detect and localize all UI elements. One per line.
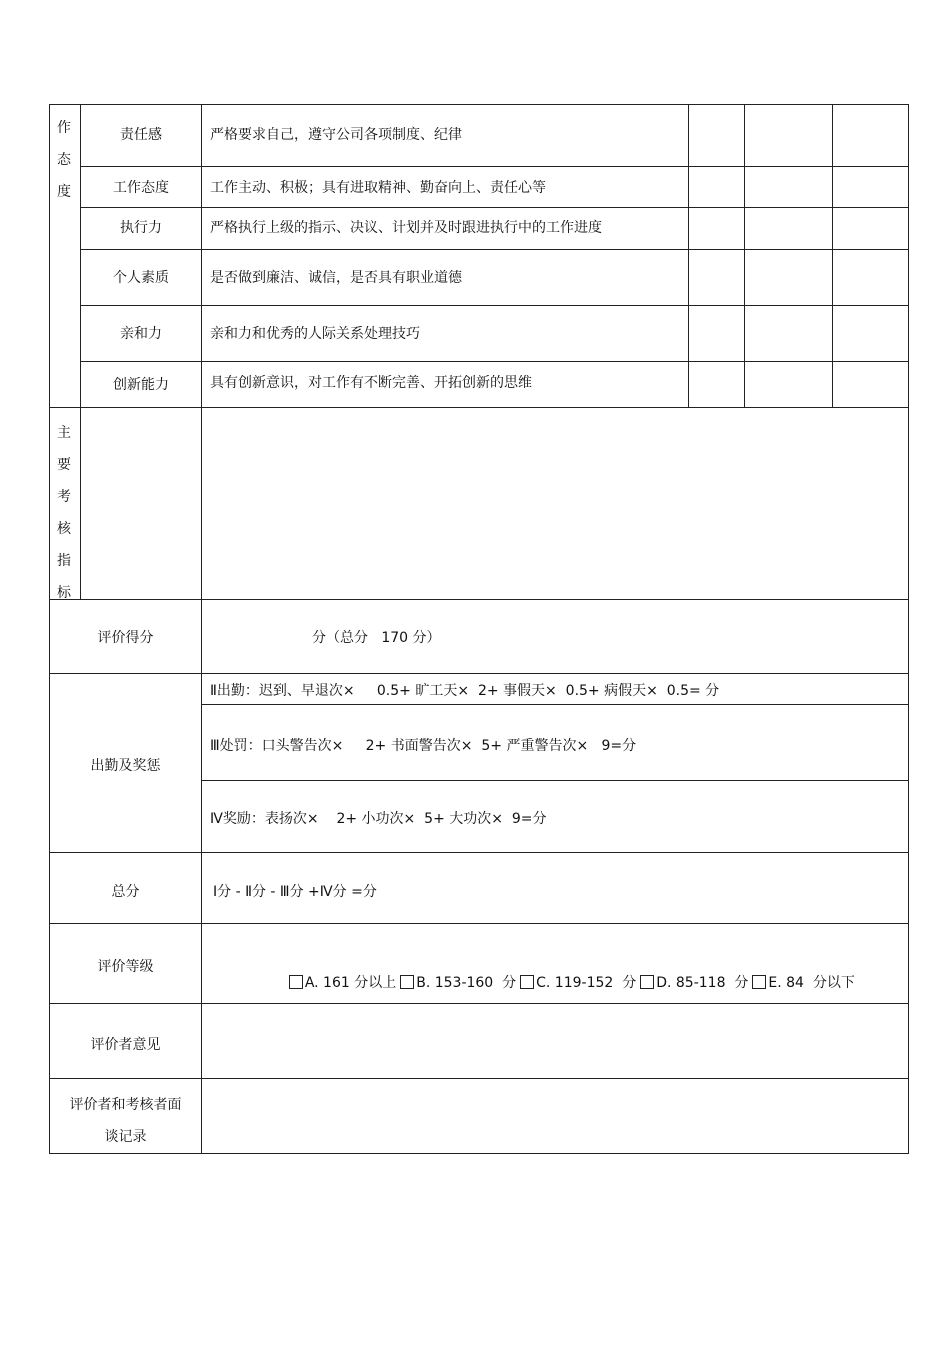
grade-option-d[interactable]: D. 85-118 分: [640, 975, 748, 991]
row-divider: [49, 1078, 909, 1079]
row-divider: [80, 305, 909, 306]
item-description: 工作主动、积极；具有进取精神、勤奋向上、责任心等: [210, 180, 546, 196]
table-border-bottom: [49, 1153, 909, 1154]
row-divider: [201, 704, 909, 705]
category-attitude: 作 态 度: [57, 120, 71, 200]
interview-label-line1: 评价者和考核者面: [69, 1097, 182, 1113]
grade-option-b[interactable]: B. 153-160 分: [400, 975, 516, 991]
grade-option-e[interactable]: E. 84 分以下: [752, 975, 854, 991]
category-kpi: 主 要 考 核 指 标: [57, 425, 71, 601]
interview-label-line2: 谈记录: [104, 1129, 147, 1145]
row-divider: [80, 361, 909, 362]
item-label: 创新能力: [113, 377, 169, 393]
checkbox-icon[interactable]: [289, 975, 303, 989]
row-divider: [80, 249, 909, 250]
total-formula: Ⅰ分 - Ⅱ分 - Ⅲ分 +Ⅳ分 =分: [213, 884, 377, 900]
checkbox-icon[interactable]: [752, 975, 766, 989]
grade-option-a[interactable]: A. 161 分以上: [289, 975, 396, 991]
row-divider: [49, 599, 909, 600]
item-label: 个人素质: [113, 270, 169, 286]
item-label: 亲和力: [120, 326, 162, 342]
grade-option-c[interactable]: C. 119-152 分: [520, 975, 636, 991]
item-label: 责任感: [120, 127, 162, 143]
checkbox-icon[interactable]: [640, 975, 654, 989]
table-border-right: [908, 104, 909, 1154]
item-label: 工作态度: [113, 180, 169, 196]
row-divider: [49, 407, 909, 408]
row-divider: [49, 673, 909, 674]
item-label: 执行力: [120, 220, 162, 236]
score-text: 分（总分 170 分）: [312, 630, 441, 646]
total-label: 总分: [111, 884, 140, 900]
row-divider: [49, 852, 909, 853]
col-divider: [744, 104, 745, 407]
item-description: 是否做到廉洁、诚信，是否具有职业道德: [210, 270, 462, 286]
score-label: 评价得分: [97, 630, 154, 646]
row-divider: [201, 780, 909, 781]
item-description: 具有创新意识，对工作有不断完善、开拓创新的思维: [210, 375, 532, 391]
item-description: 严格要求自己，遵守公司各项制度、纪律: [210, 127, 462, 143]
grade-label: 评价等级: [97, 959, 154, 975]
row-divider: [49, 923, 909, 924]
col-divider: [832, 104, 833, 407]
col-divider: [80, 104, 81, 599]
attendance-line: Ⅱ出勤：迟到、早退次× 0.5+ 旷工天× 2+ 事假天× 0.5+ 病假天× 0.5= 分: [210, 683, 720, 699]
item-description: 严格执行上级的指示、决议、计划并及时跟进执行中的工作进度: [210, 220, 602, 236]
checkbox-icon[interactable]: [400, 975, 414, 989]
table-border-left: [49, 104, 50, 1154]
reward-line: Ⅳ奖励：表扬次× 2+ 小功次× 5+ 大功次× 9=分: [210, 811, 547, 827]
row-divider: [80, 207, 909, 208]
checkbox-icon[interactable]: [520, 975, 534, 989]
grade-options: [271, 959, 859, 1007]
col-divider: [201, 104, 202, 1154]
opinion-label: 评价者意见: [90, 1037, 161, 1053]
table-border-top: [49, 104, 909, 105]
col-divider: [688, 104, 689, 407]
item-description: 亲和力和优秀的人际关系处理技巧: [210, 326, 420, 342]
attendance-label: 出勤及奖惩: [90, 758, 161, 774]
row-divider: [80, 166, 909, 167]
penalty-line: Ⅲ处罚：口头警告次× 2+ 书面警告次× 5+ 严重警告次× 9=分: [210, 738, 637, 754]
